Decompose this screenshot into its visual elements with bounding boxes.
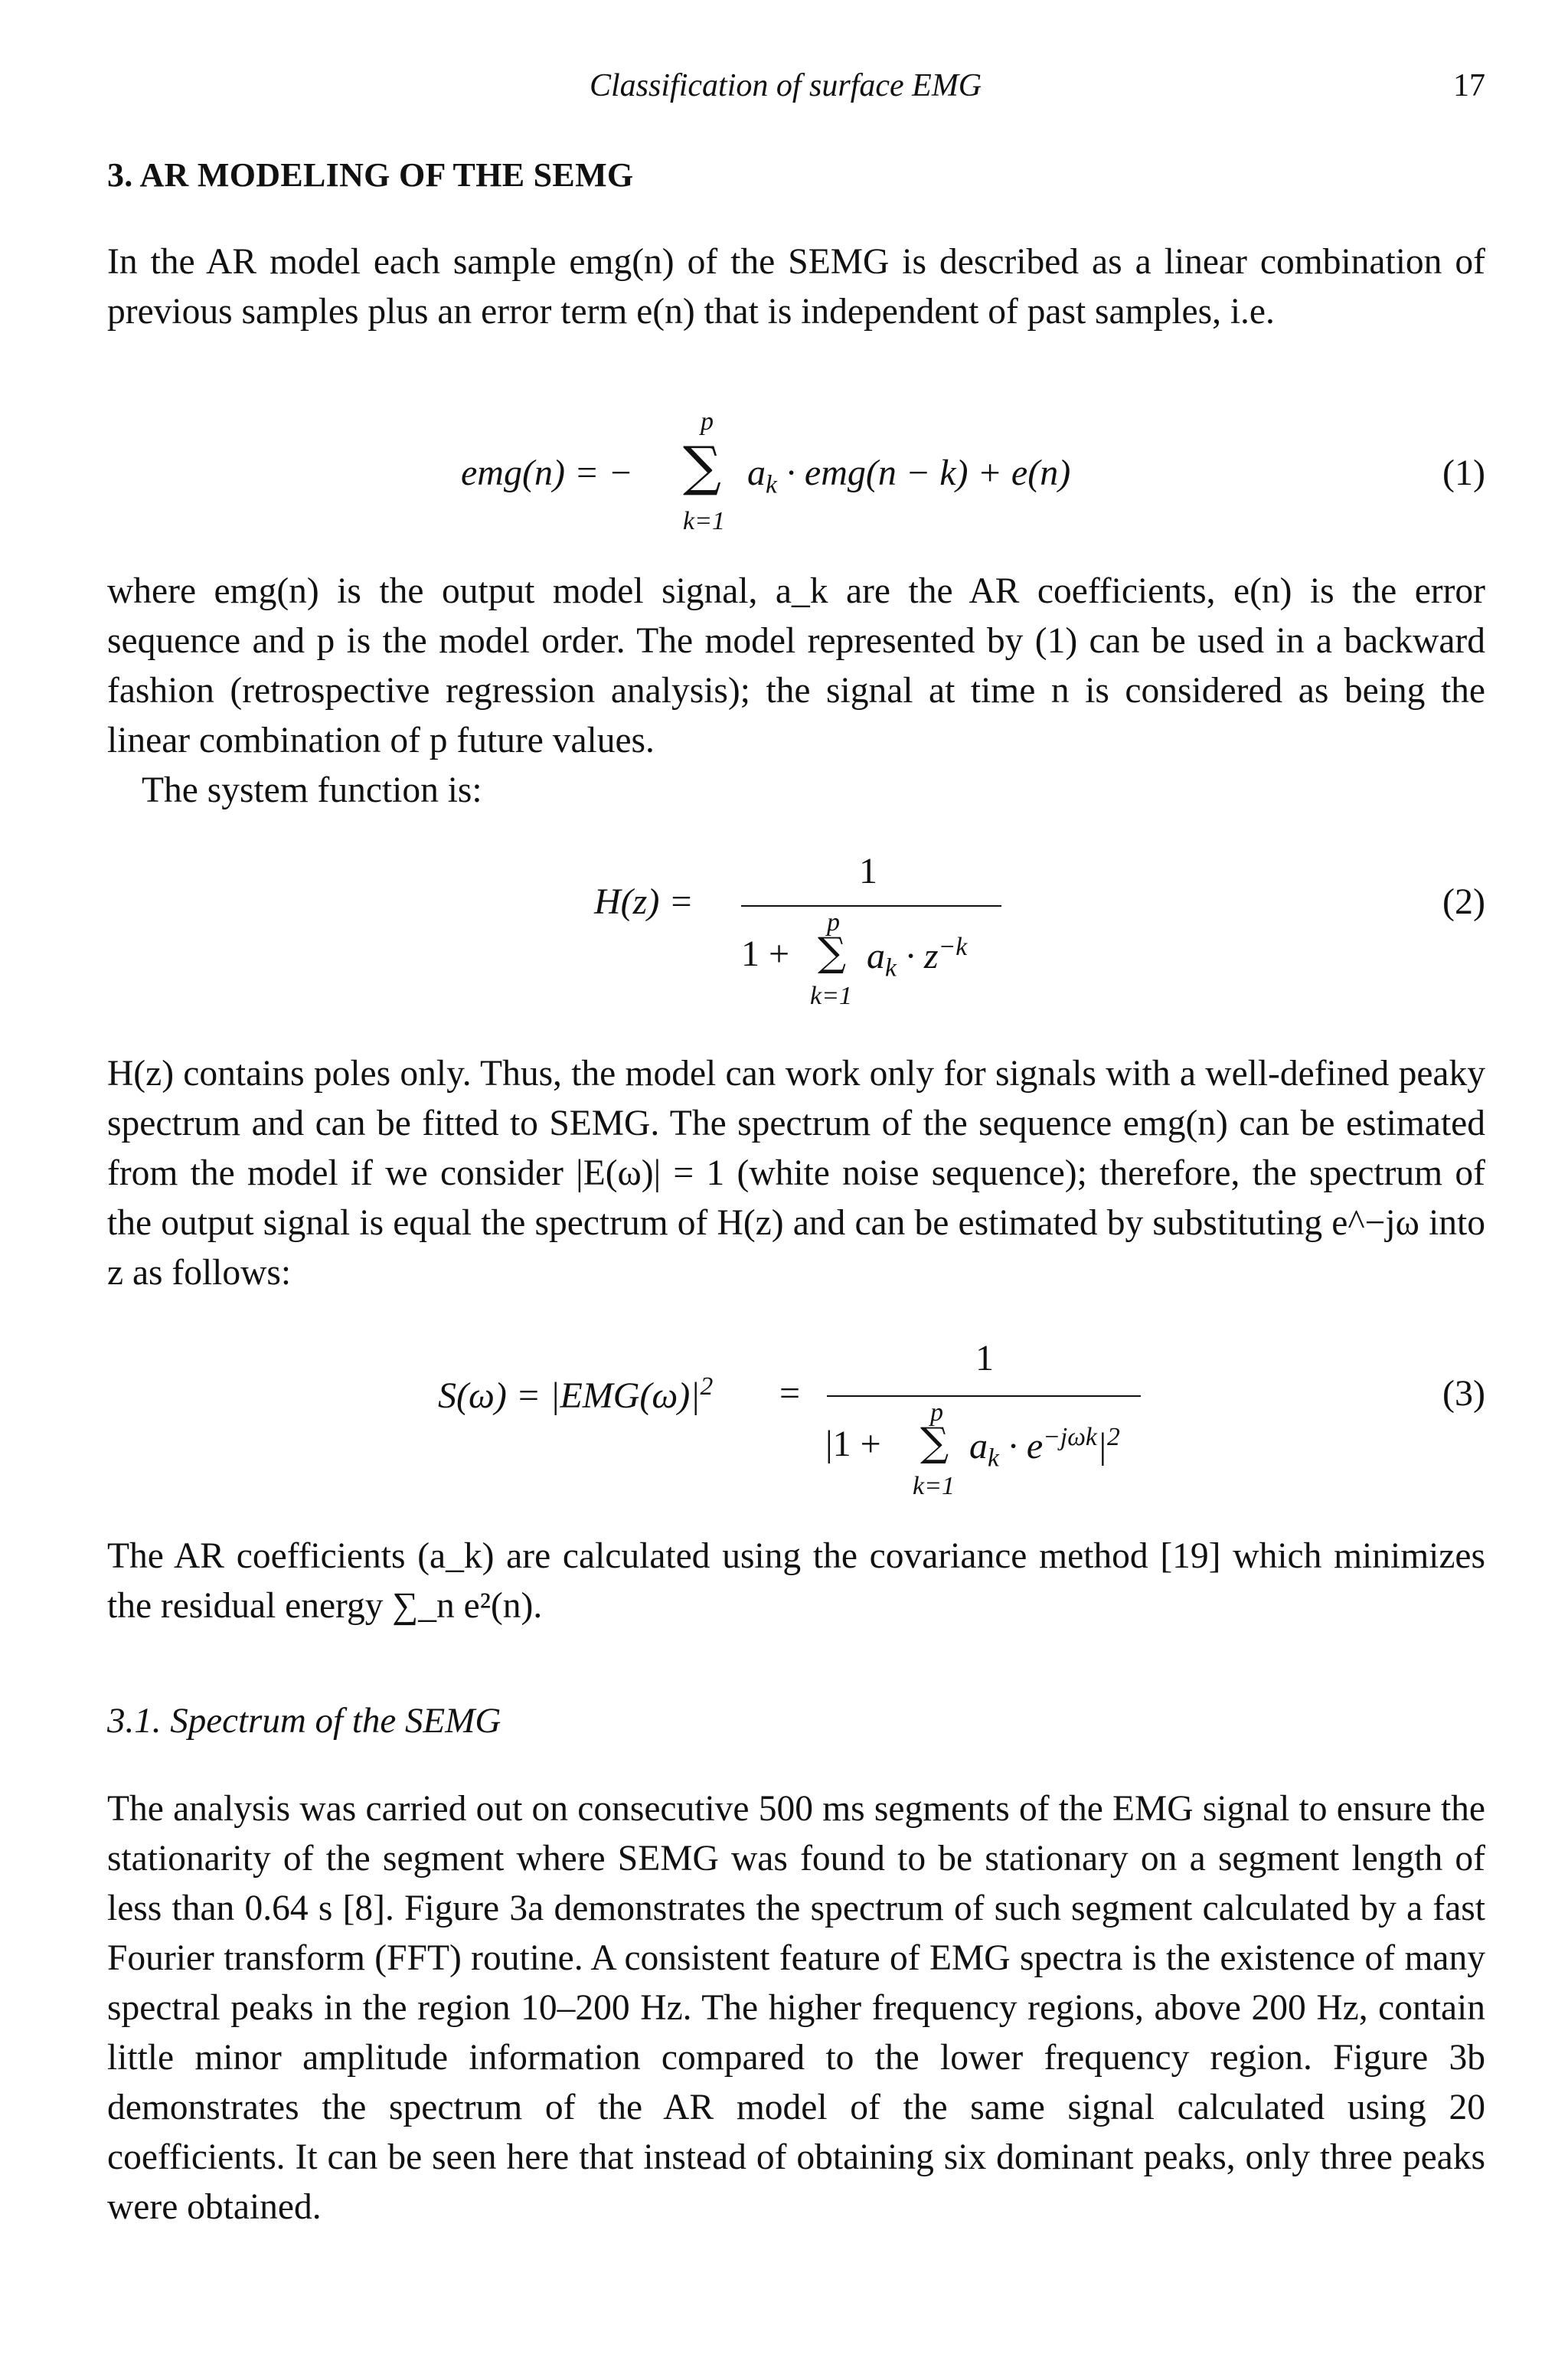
paragraph-where: where emg(n) is the output model signal, a_k are the AR coefficients, e(n) is the error sequence and p is the model order. The model represented by (1) can be used in a backward fashion (retrospective regression analysis); the signal at time n is considered as being the linear combination of p future values. [107,571,1485,760]
eq3-lhs-sup: 2 [700,1372,714,1401]
eq1-rhs-rest: · emg(n − k) + e(n) [776,453,1071,493]
eq3-fraction-line [827,1395,1141,1397]
subsection-heading: 3.1. Spectrum of the SEMG [107,1701,501,1741]
eq2-fraction-line [741,905,1001,907]
equation-2 [107,842,1485,1019]
eq2-sum-upper: p [827,908,840,937]
eq2-sigma-symbol: ∑ [818,930,847,976]
eq2-denom-pre: 1 + [741,934,790,974]
eq3-e: · e [998,1426,1044,1467]
eq3-a-sub: k [988,1444,999,1473]
eq1-sigma-symbol: ∑ [683,435,721,498]
page [107,0,1485,2374]
eq3-lhs [438,1372,713,1417]
eq1-rhs [747,452,1070,500]
eq1-number: (1) [1442,453,1485,493]
eq1-lhs: emg(n) = − [461,453,633,493]
paragraph-spectrum: The analysis was carried out on consecutive 500 ms segments of the EMG signal to ensure the stationarity of the segment where SEMG was found to be stationary on a segment length of less than 0.64 s [8]. Figure 3a demonstrates the spectrum of such segment calculated by a fast Fourier transform (FFT) routine. A consistent feature of EMG spectra is the existence of many spectral peaks in the region 10–200 Hz. The higher frequency regions, above 200 Hz, contain little minor amplitude information compared to the lower frequency region. Figure 3b demonstrates the spectrum of the AR model of the same signal calculated using 20 coefficients. It can be seen here that instead of obtaining six dominant peaks, only three peaks were obtained. [107,1789,1485,2227]
eq3-e-sup: −jωk [1043,1423,1097,1451]
eq3-sum-lower: k=1 [913,1472,956,1500]
eq3-denom-term [969,1423,1120,1473]
eq3-lhs-text: S(ω) = |EMG(ω)| [438,1375,701,1416]
equation-3 [107,1325,1485,1516]
eq1-sum-upper: p [701,407,714,436]
paragraph-intro: In the AR model each sample emg(n) of the SEMG is described as a linear combination of previous samples plus an error term e(n) that is independent of past samples, i.e. [107,242,1485,332]
eq1-a: a [747,453,766,493]
eq3-abs-close: | [1096,1426,1108,1467]
eq1-a-sub: k [766,470,777,499]
eq3-numerator: 1 [975,1338,994,1378]
section-heading: 3. AR MODELING OF THE SEMG [107,156,634,194]
paragraph-ar-coefficients: The AR coefficients (a_k) are calculated using the covariance method [19] which minimizes the residual energy ∑_n e²(n). [107,1536,1485,1626]
eq2-denom-term [867,933,967,983]
paragraph-poles: H(z) contains poles only. Thus, the model can work only for signals with a well-defined peaky spectrum and can be fitted to SEMG. The spectrum of the sequence emg(n) can be estimated from the model if we consider |E(ω)| = 1 (white noise sequence); therefore, the spectrum of the output signal is equal the spectrum of H(z) and can be estimated by substituting e^−jω into z as follows: [107,1054,1485,1293]
eq2-a: a [867,936,885,976]
eq2-numerator: 1 [859,851,877,891]
running-head [107,67,1485,110]
eq3-denom-pre: |1 + [825,1424,881,1464]
eq3-abs-sup: 2 [1107,1423,1120,1451]
eq2-z-sup: −k [938,933,968,961]
running-head-title: Classification of surface EMG [590,68,982,103]
eq3-equals: = [779,1373,801,1414]
eq3-sigma-symbol: ∑ [920,1420,949,1466]
eq2-sum-lower: k=1 [810,982,853,1010]
page-number: 17 [1453,68,1485,103]
eq2-z: · z [896,936,939,976]
eq2-a-sub: k [885,953,897,983]
eq3-sum-upper: p [930,1398,943,1427]
eq2-number: (2) [1442,881,1485,922]
eq3-a: a [969,1426,988,1467]
paragraph-system-function: The system function is: [142,770,482,810]
equation-1 [107,407,1485,544]
eq1-sum-lower: k=1 [683,507,726,535]
eq3-number: (3) [1442,1373,1485,1414]
eq2-lhs: H(z) = [594,881,694,922]
